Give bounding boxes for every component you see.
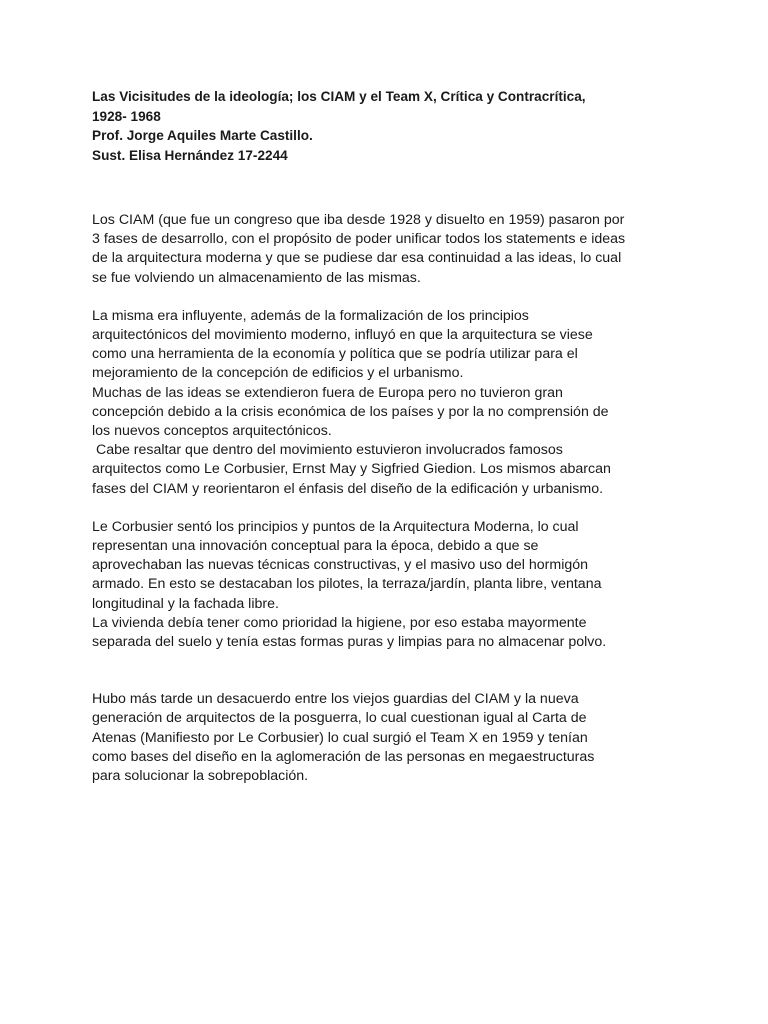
document-title: Las Vicisitudes de la ideología; los CIAM y el Team X, Crítica y Contracrítica, [92, 89, 586, 104]
document-content [92, 87, 692, 786]
document-body [92, 211, 692, 786]
student-line: Sust. Elisa Hernández 17-2244 [92, 147, 288, 163]
paragraph-line: Cabe resaltar que dentro del movimiento estuvieron involucrados famosos [92, 442, 563, 459]
paragraph-influence [92, 307, 692, 384]
paragraph-le-corbusier [92, 518, 692, 614]
paragraph-line: los nuevos conceptos arquitectónicos. [92, 423, 332, 440]
paragraph-line: longitudinal y la fachada libre. [92, 595, 279, 612]
paragraph-line: separada del suelo y tenía estas formas puras y limpias para no almacenar polvo. [92, 634, 607, 651]
paragraph-line: representan una innovación conceptual para la época, debido a que se [92, 538, 539, 555]
paragraph-line: Hubo más tarde un desacuerdo entre los viejos guardias del CIAM y la nueva [92, 691, 579, 708]
paragraph-ciam-intro [92, 211, 692, 288]
paragraph-line: se fue volviendo un almacenamiento de las mismas. [92, 269, 421, 286]
professor-line: Prof. Jorge Aquiles Marte Castillo. [92, 128, 313, 143]
paragraph-line: arquitectónicos del movimiento moderno, influyó en que la arquitectura se viese [92, 327, 593, 344]
paragraph-line: fases del CIAM y reorientaron el énfasis del diseño de la edificación y urbanismo. [92, 480, 604, 497]
paragraph-line: para solucionar la sobrepoblación. [92, 768, 309, 785]
paragraph-line: Le Corbusier sentó los principios y puntos de la Arquitectura Moderna, lo cual [92, 518, 579, 535]
paragraph-line: generación de arquitectos de la posguerra, lo cual cuestionan igual al Carta de [92, 710, 587, 727]
paragraph-line: arquitectos como Le Corbusier, Ernst May y Sigfried Giedion. Los mismos abarcan [92, 461, 611, 478]
paragraph-line: como una herramienta de la economía y política que se podría utilizar para el [92, 346, 578, 363]
paragraph-line: Muchas de las ideas se extendieron fuera de Europa pero no tuvieron gran [92, 384, 563, 401]
paragraph-line: aprovechaban las nuevas técnicas constructivas, y el masivo uso del hormigón [92, 557, 589, 574]
paragraph-line: Atenas (Manifiesto por Le Corbusier) lo cual surgió el Team X en 1959 y tenían [92, 729, 588, 746]
paragraph-line: La vivienda debía tener como prioridad la higiene, por eso estaba mayormente [92, 614, 587, 631]
paragraph-line: como bases del diseño en la aglomeración de las personas en megaestructuras [92, 748, 595, 765]
paragraph-team-x [92, 690, 692, 786]
paragraph-housing [92, 614, 692, 652]
paragraph-line: La misma era influyente, además de la formalización de los principios [92, 307, 529, 324]
paragraph-europe [92, 384, 692, 442]
document-title-years: 1928- 1968 [92, 108, 161, 124]
paragraph-line: 3 fases de desarrollo, con el propósito de poder unificar todos los statements e ideas [92, 231, 626, 248]
paragraph-line: Los CIAM (que fue un congreso que iba desde 1928 y disuelto en 1959) pasaron por [92, 212, 625, 228]
paragraph-line: concepción debido a la crisis económica de los países y por la no comprensión de [92, 403, 609, 420]
paragraph-line: de la arquitectura moderna y que se pudiese dar esa continuidad a las ideas, lo cual [92, 250, 622, 267]
paragraph-line: armado. En esto se destacaban los pilotes, la terraza/jardín, planta libre, ventana [92, 576, 602, 593]
document-header [92, 87, 692, 165]
paragraph-line: mejoramiento de la concepción de edificios y el urbanismo. [92, 365, 464, 382]
paragraph-architects [92, 441, 692, 499]
